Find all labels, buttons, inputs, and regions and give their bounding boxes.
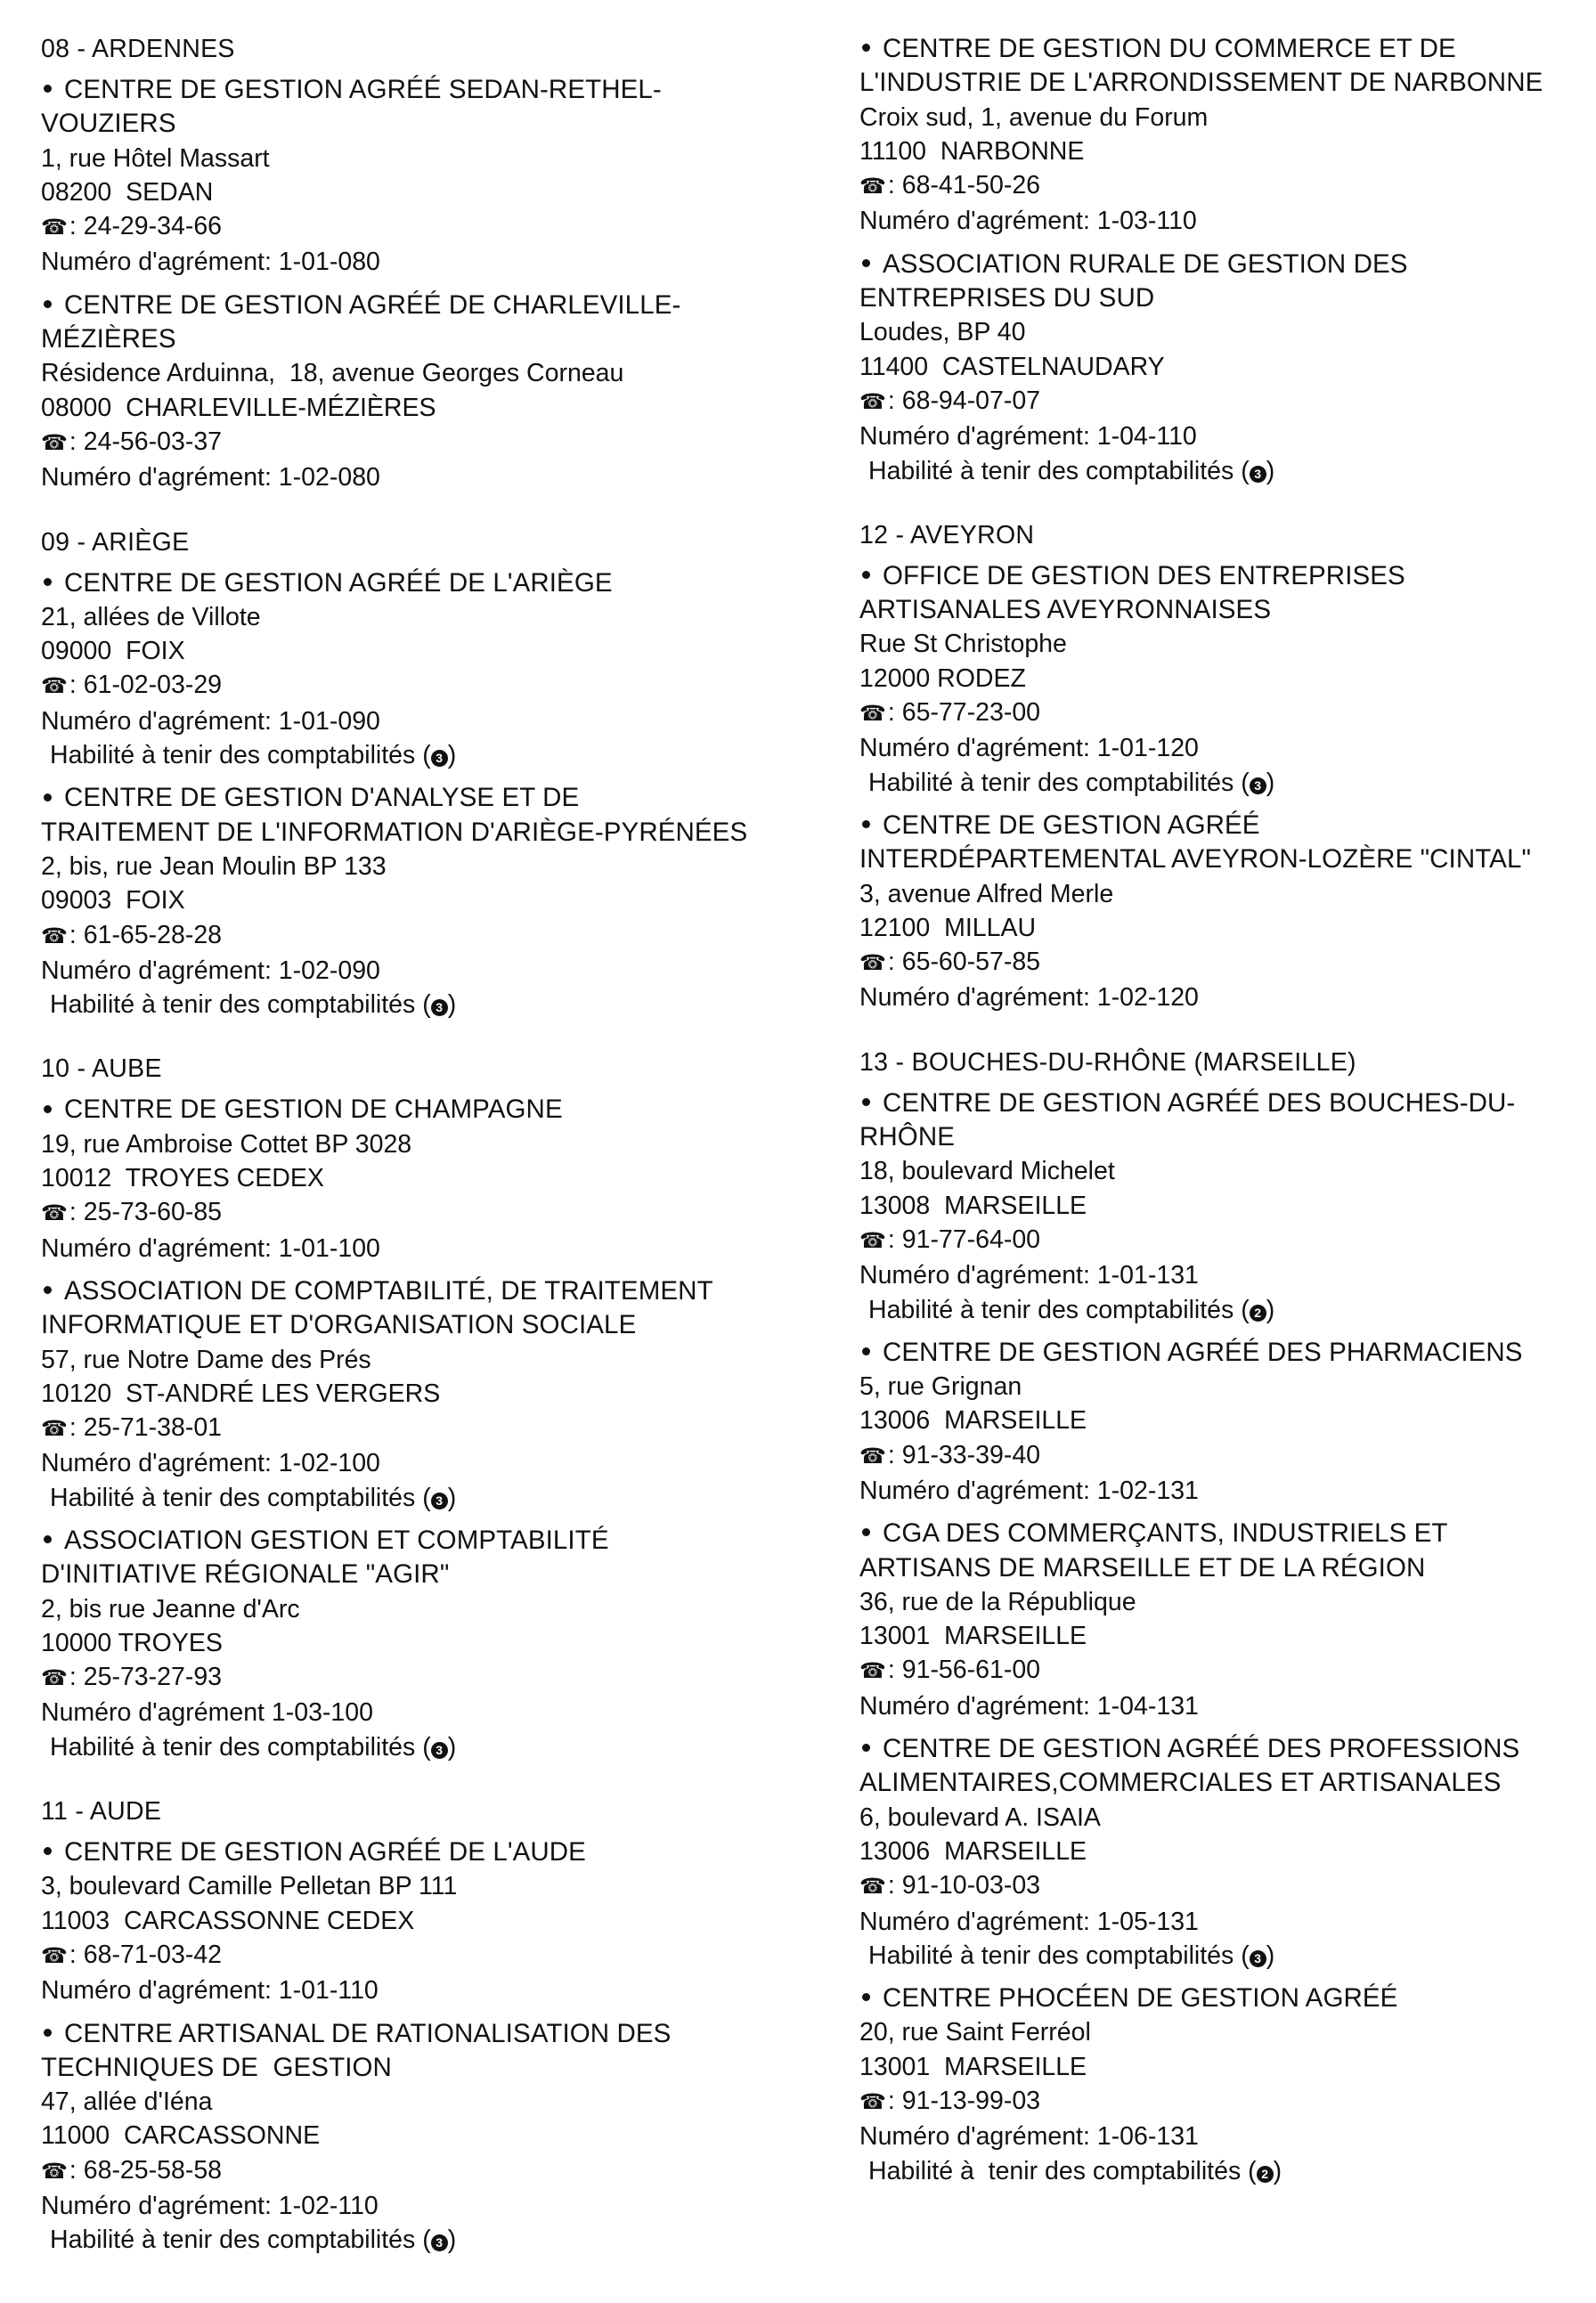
postal-city: 08200 SEDAN <box>41 177 214 207</box>
postal-city: 12000 RODEZ <box>859 663 1026 693</box>
department-heading: 09 - ARIÈGE <box>41 527 190 557</box>
telephone-icon: ☎ <box>41 1201 68 1226</box>
center-entry <box>859 559 1581 800</box>
center-name-text: L'INDUSTRIE DE L'ARRONDISSEMENT DE NARBONNE <box>859 68 1543 98</box>
center-name-line <box>859 593 1581 627</box>
bullet-icon <box>862 44 870 52</box>
bullet-icon <box>44 85 52 93</box>
postal-city: 11400 CASTELNAUDARY <box>859 352 1165 381</box>
department-section <box>859 32 1581 488</box>
phone-line <box>859 384 1581 419</box>
habilite-text: Habilité à tenir des comptabilités ( <box>50 1483 431 1512</box>
phone-number: : 68-94-07-07 <box>887 386 1041 415</box>
bullet-icon <box>862 1347 870 1355</box>
telephone-icon: ☎ <box>41 924 68 948</box>
center-name-text: ASSOCIATION DE COMPTABILITÉ, DE TRAITEMENT <box>64 1275 713 1306</box>
habilite-text: Habilité à tenir des comptabilités ( <box>868 1295 1250 1324</box>
phone-number: : 68-25-58-58 <box>69 2155 223 2185</box>
phone-line <box>859 2084 1581 2120</box>
circled-number-icon: 3 <box>1250 1950 1266 1967</box>
center-name-text: CENTRE DE GESTION AGRÉÉ DES BOUCHES-DU- <box>883 1087 1516 1118</box>
center-name-text: CENTRE PHOCÉEN DE GESTION AGRÉÉ <box>883 1983 1398 2014</box>
phone-number: : 91-13-99-03 <box>887 2087 1041 2116</box>
habilite-close: ) <box>1266 456 1275 485</box>
telephone-icon: ☎ <box>859 951 886 976</box>
agrement-number: Numéro d'agrément: 1-01-090 <box>41 706 380 736</box>
bullet-icon <box>862 1098 870 1106</box>
habilite-note <box>859 1939 1581 1973</box>
habilite-close: ) <box>447 741 457 770</box>
circled-number-icon: 3 <box>431 1742 448 1759</box>
phone-line <box>859 1868 1581 1904</box>
department-heading: 10 - AUBE <box>41 1054 162 1084</box>
center-name-text: VOUZIERS <box>41 109 176 139</box>
habilite-text: Habilité à tenir des comptabilités ( <box>868 768 1250 797</box>
agrement-number: Numéro d'agrément: 1-04-131 <box>859 1691 1199 1721</box>
center-entry <box>41 781 789 1021</box>
agrement-number: Numéro d'agrément: 1-01-100 <box>41 1233 380 1263</box>
bullet-icon <box>44 1286 52 1294</box>
center-name-text: CENTRE DE GESTION AGRÉÉ DES PHARMACIENS <box>883 1337 1523 1367</box>
street-address: 20, rue Saint Ferréol <box>859 2018 1091 2047</box>
habilite-text: Habilité à tenir des comptabilités ( <box>50 1732 431 1762</box>
center-entry <box>41 2017 789 2258</box>
center-name-text: CENTRE DE GESTION DE CHAMPAGNE <box>64 1095 563 1125</box>
phone-number: : 61-65-28-28 <box>69 920 223 949</box>
center-name-text: CGA DES COMMERÇANTS, INDUSTRIELS ET <box>883 1518 1448 1549</box>
center-name-line <box>41 107 789 141</box>
bullet-icon <box>862 1993 870 2001</box>
department-section <box>859 1046 1581 2188</box>
telephone-icon: ☎ <box>41 1666 68 1691</box>
center-name-line <box>41 2017 789 2051</box>
phone-number: : 25-73-60-85 <box>69 1198 223 1227</box>
center-name-line <box>41 1524 789 1558</box>
department-section <box>41 525 789 1022</box>
center-name-line <box>41 1093 789 1127</box>
phone-line <box>859 1223 1581 1258</box>
center-name-line <box>41 1558 789 1591</box>
center-name-line <box>859 1086 1581 1120</box>
center-name-line <box>41 816 789 850</box>
center-entry <box>859 1732 1581 1973</box>
circled-number-icon: 2 <box>1250 1305 1266 1322</box>
telephone-icon: ☎ <box>859 1875 886 1900</box>
bullet-icon <box>862 1744 870 1752</box>
center-name-line <box>41 1308 789 1342</box>
center-name-line <box>859 32 1581 66</box>
center-name-text: ASSOCIATION RURALE DE GESTION DES <box>883 248 1408 279</box>
habilite-close: ) <box>1266 1941 1275 1970</box>
habilite-close: ) <box>1273 2156 1282 2185</box>
telephone-icon: ☎ <box>41 1417 68 1442</box>
telephone-icon: ☎ <box>859 389 886 414</box>
street-address: Rue St Christophe <box>859 630 1067 659</box>
center-entry <box>859 1336 1581 1508</box>
center-name-text: D'INITIATIVE RÉGIONALE "AGIR" <box>41 1559 450 1590</box>
agrement-number: Numéro d'agrément: 1-05-131 <box>859 1907 1199 1936</box>
phone-line <box>859 945 1581 981</box>
telephone-icon: ☎ <box>41 674 68 699</box>
telephone-icon: ☎ <box>41 430 68 455</box>
center-entry <box>859 1086 1581 1327</box>
center-name-line <box>859 809 1581 842</box>
center-entry <box>41 566 789 773</box>
circled-number-icon: 3 <box>431 1493 448 1510</box>
center-name-line <box>41 566 789 600</box>
department-heading: 08 - ARDENNES <box>41 35 235 63</box>
phone-number: : 24-29-34-66 <box>69 212 223 241</box>
street-address: 5, rue Grignan <box>859 1372 1022 1402</box>
center-name-text: CENTRE DE GESTION AGRÉÉ DE CHARLEVILLE- <box>64 289 681 320</box>
phone-line <box>41 425 789 460</box>
phone-number: : 65-77-23-00 <box>887 698 1041 728</box>
center-name-text: CENTRE DE GESTION DU COMMERCE ET DE <box>883 34 1456 63</box>
center-name-line <box>859 1336 1581 1370</box>
center-name-text: ARTISANALES AVEYRONNAISES <box>859 595 1272 625</box>
center-entry <box>41 1524 789 1764</box>
center-name-text: CENTRE DE GESTION AGRÉÉ DE L'ARIÈGE <box>64 567 613 598</box>
telephone-icon: ☎ <box>859 1659 886 1684</box>
postal-city: 13008 MARSEILLE <box>859 1191 1087 1220</box>
department-section <box>41 32 789 495</box>
habilite-close: ) <box>447 2226 457 2255</box>
center-entry <box>41 73 789 280</box>
habilite-note <box>41 2223 789 2257</box>
street-address: 3, avenue Alfred Merle <box>859 879 1114 908</box>
postal-city: 12100 MILLAU <box>859 913 1037 942</box>
center-entry <box>859 32 1581 239</box>
bullet-icon <box>862 820 870 828</box>
bullet-icon <box>44 1105 52 1113</box>
phone-number: : 25-73-27-93 <box>69 1663 223 1692</box>
phone-number: : 91-10-03-03 <box>887 1871 1041 1900</box>
center-name-text: INFORMATIQUE ET D'ORGANISATION SOCIALE <box>41 1310 637 1340</box>
street-address: 6, boulevard A. ISAIA <box>859 1803 1101 1832</box>
phone-line <box>41 209 789 245</box>
phone-number: : 91-77-64-00 <box>887 1225 1041 1254</box>
center-name-line <box>859 1551 1581 1585</box>
habilite-close: ) <box>1266 768 1275 797</box>
phone-number: : 25-71-38-01 <box>69 1413 223 1443</box>
phone-line <box>859 168 1581 204</box>
street-address: 2, bis, rue Jean Moulin BP 133 <box>41 851 387 881</box>
bullet-icon <box>862 571 870 579</box>
agrement-number: Numéro d'agrément: 1-02-131 <box>859 1476 1199 1505</box>
center-entry <box>859 1517 1581 1723</box>
habilite-note <box>41 1730 789 1764</box>
left-column <box>41 32 789 2288</box>
street-address: Résidence Arduinna, 18, avenue Georges Corneau <box>41 359 624 388</box>
right-column <box>859 32 1581 2218</box>
center-name-line <box>859 1120 1581 1154</box>
center-name-text: CENTRE DE GESTION AGRÉÉ DE L'AUDE <box>64 1837 586 1868</box>
habilite-text: Habilité à tenir des comptabilités ( <box>50 741 431 770</box>
habilite-text: Habilité à tenir des comptabilités ( <box>868 2156 1257 2185</box>
center-name-text: CENTRE DE GESTION AGRÉÉ <box>883 810 1260 840</box>
telephone-icon: ☎ <box>41 216 68 240</box>
agrement-number: Numéro d'agrément: 1-04-110 <box>859 422 1197 452</box>
habilite-close: ) <box>447 1732 457 1762</box>
agrement-number: Numéro d'agrément: 1-02-090 <box>41 956 380 985</box>
phone-line <box>41 2153 789 2189</box>
center-name-text: ALIMENTAIRES,COMMERCIALES ET ARTISANALES <box>859 1768 1502 1798</box>
circled-number-icon: 3 <box>1250 466 1266 483</box>
phone-number: : 65-60-57-85 <box>887 948 1041 977</box>
bullet-icon <box>862 259 870 267</box>
telephone-icon: ☎ <box>859 1444 886 1469</box>
center-name-line <box>41 322 789 356</box>
postal-city: 13006 MARSEILLE <box>859 1406 1087 1436</box>
street-address: 47, allée d'Iéna <box>41 2087 213 2117</box>
bullet-icon <box>44 1535 52 1543</box>
phone-line <box>859 1438 1581 1474</box>
habilite-note <box>859 454 1581 488</box>
center-name-line <box>859 1982 1581 2015</box>
agrement-number: Numéro d'agrément: 1-06-131 <box>859 2122 1199 2152</box>
center-name-text: ASSOCIATION GESTION ET COMPTABILITÉ <box>64 1525 609 1555</box>
circled-number-icon: 2 <box>1257 2166 1274 2183</box>
phone-line <box>859 1653 1581 1689</box>
phone-number: : 68-71-03-42 <box>69 1940 223 1969</box>
agrement-number: Numéro d'agrément: 1-01-080 <box>41 248 380 277</box>
street-address: 36, rue de la République <box>859 1587 1136 1616</box>
department-section <box>41 1052 789 1764</box>
bullet-icon <box>44 2029 52 2037</box>
department-heading: 11 - AUDE <box>41 1797 162 1827</box>
department-heading: 13 - BOUCHES-DU-RHÔNE (MARSEILLE) <box>859 1047 1356 1077</box>
street-address: 21, allées de Villote <box>41 602 261 631</box>
center-name-text: ENTREPRISES DU SUD <box>859 283 1155 313</box>
department-section <box>859 518 1581 1015</box>
street-address: 2, bis rue Jeanne d'Arc <box>41 1594 300 1623</box>
center-name-line <box>41 73 789 107</box>
department-heading: 12 - AVEYRON <box>859 520 1035 549</box>
center-entry <box>41 1835 789 2007</box>
habilite-text: Habilité à tenir des comptabilités ( <box>50 2226 431 2255</box>
agrement-number: Numéro d'agrément: 1-01-110 <box>41 1976 379 2006</box>
center-name-text: CENTRE DE GESTION AGRÉÉ DES PROFESSIONS <box>883 1734 1520 1764</box>
center-entry <box>859 248 1581 488</box>
street-address: 19, rue Ambroise Cottet BP 3028 <box>41 1129 412 1159</box>
postal-city: 10012 TROYES CEDEX <box>41 1164 324 1193</box>
postal-city: 10120 ST-ANDRÉ LES VERGERS <box>41 1379 441 1408</box>
center-name-line <box>859 842 1581 876</box>
center-name-text: TECHNIQUES DE GESTION <box>41 2052 392 2082</box>
postal-city: 08000 CHARLEVILLE-MÉZIÈRES <box>41 393 436 422</box>
habilite-note <box>41 738 789 772</box>
center-name-line <box>859 559 1581 593</box>
postal-city: 10000 TROYES <box>41 1628 223 1657</box>
center-name-line <box>859 1517 1581 1550</box>
postal-city: 13006 MARSEILLE <box>859 1836 1087 1866</box>
center-name-text: TRAITEMENT DE L'INFORMATION D'ARIÈGE-PYRÉNÉES <box>41 817 748 847</box>
postal-city: 09003 FOIX <box>41 886 185 916</box>
center-entry <box>41 1274 789 1515</box>
habilite-note <box>41 1481 789 1515</box>
phone-number: : 91-33-39-40 <box>887 1440 1041 1469</box>
phone-line <box>41 1411 789 1446</box>
habilite-close: ) <box>1266 1295 1275 1324</box>
center-name-text: CENTRE DE GESTION AGRÉÉ SEDAN-RETHEL- <box>64 75 662 104</box>
center-name-text: MÉZIÈRES <box>41 324 176 354</box>
street-address: Loudes, BP 40 <box>859 318 1026 347</box>
phone-number: : 24-56-03-37 <box>69 427 223 456</box>
center-entry <box>41 289 789 495</box>
street-address: 1, rue Hôtel Massart <box>41 143 270 173</box>
center-name-line <box>859 1732 1581 1766</box>
postal-city: 13001 MARSEILLE <box>859 2052 1087 2081</box>
postal-city: 11100 NARBONNE <box>859 136 1085 166</box>
postal-city: 13001 MARSEILLE <box>859 1622 1087 1651</box>
habilite-note <box>859 1293 1581 1327</box>
postal-city: 09000 FOIX <box>41 637 185 666</box>
bullet-icon <box>44 300 52 308</box>
center-name-line <box>859 248 1581 281</box>
bullet-icon <box>862 1528 870 1536</box>
center-name-text: CENTRE ARTISANAL DE RATIONALISATION DES <box>64 2018 672 2048</box>
bullet-icon <box>44 793 52 802</box>
center-name-line <box>41 1274 789 1308</box>
center-name-text: INTERDÉPARTEMENTAL AVEYRON-LOZÈRE "CINTAL" <box>859 844 1532 875</box>
center-name-line <box>859 66 1581 100</box>
center-name-text: CENTRE DE GESTION D'ANALYSE ET DE <box>64 783 580 813</box>
center-entry <box>859 809 1581 1015</box>
agrement-number: Numéro d'agrément: 1-01-131 <box>859 1261 1199 1290</box>
agrement-number: Numéro d'agrément: 1-02-110 <box>41 2192 379 2221</box>
phone-line <box>859 696 1581 731</box>
habilite-text: Habilité à tenir des comptabilités ( <box>868 456 1250 485</box>
street-address: Croix sud, 1, avenue du Forum <box>859 102 1209 132</box>
center-name-text: RHÔNE <box>859 1122 956 1152</box>
center-name-text: OFFICE DE GESTION DES ENTREPRISES <box>883 560 1405 590</box>
habilite-text: Habilité à tenir des comptabilités ( <box>868 1941 1250 1970</box>
habilite-note <box>859 766 1581 800</box>
center-name-line <box>41 1835 789 1869</box>
phone-line <box>41 918 789 954</box>
postal-city: 11003 CARCASSONNE CEDEX <box>41 1906 415 1935</box>
center-name-line <box>41 2051 789 2085</box>
circled-number-icon: 3 <box>431 750 448 767</box>
phone-line <box>41 1660 789 1696</box>
phone-line <box>41 1938 789 1973</box>
circled-number-icon: 3 <box>1250 777 1266 794</box>
bullet-icon <box>44 1847 52 1855</box>
phone-number: : 91-56-61-00 <box>887 1656 1041 1685</box>
center-entry <box>859 1982 1581 2188</box>
habilite-note <box>41 988 789 1021</box>
street-address: 57, rue Notre Dame des Prés <box>41 1345 371 1374</box>
postal-city: 11000 CARCASSONNE <box>41 2121 321 2151</box>
agrement-number: Numéro d'agrément 1-03-100 <box>41 1698 373 1728</box>
circled-number-icon: 3 <box>431 999 448 1016</box>
telephone-icon: ☎ <box>41 1943 68 1968</box>
phone-line <box>41 668 789 704</box>
habilite-close: ) <box>447 1483 457 1512</box>
circled-number-icon: 3 <box>431 2234 448 2251</box>
habilite-close: ) <box>447 990 457 1020</box>
telephone-icon: ☎ <box>859 702 886 727</box>
habilite-text: Habilité à tenir des comptabilités ( <box>50 990 431 1020</box>
center-name-line <box>41 289 789 322</box>
center-name-line <box>41 781 789 815</box>
habilite-note <box>859 2154 1581 2188</box>
department-section <box>41 1794 789 2258</box>
telephone-icon: ☎ <box>41 2159 68 2184</box>
agrement-number: Numéro d'agrément: 1-02-100 <box>41 1449 380 1478</box>
street-address: 3, boulevard Camille Pelletan BP 111 <box>41 1872 458 1901</box>
center-name-line <box>859 1766 1581 1800</box>
phone-line <box>41 1195 789 1231</box>
phone-number: : 61-02-03-29 <box>69 671 223 700</box>
center-name-text: ARTISANS DE MARSEILLE ET DE LA RÉGION <box>859 1552 1426 1583</box>
telephone-icon: ☎ <box>859 2090 886 2115</box>
street-address: 18, boulevard Michelet <box>859 1157 1115 1186</box>
telephone-icon: ☎ <box>859 1228 886 1253</box>
agrement-number: Numéro d'agrément: 1-02-120 <box>859 983 1199 1013</box>
agrement-number: Numéro d'agrément: 1-02-080 <box>41 463 380 492</box>
agrement-number: Numéro d'agrément: 1-01-120 <box>859 734 1199 763</box>
telephone-icon: ☎ <box>859 175 886 199</box>
phone-number: : 68-41-50-26 <box>887 171 1041 200</box>
center-entry <box>41 1093 789 1265</box>
bullet-icon <box>44 578 52 586</box>
agrement-number: Numéro d'agrément: 1-03-110 <box>859 207 1197 236</box>
center-name-line <box>859 281 1581 315</box>
